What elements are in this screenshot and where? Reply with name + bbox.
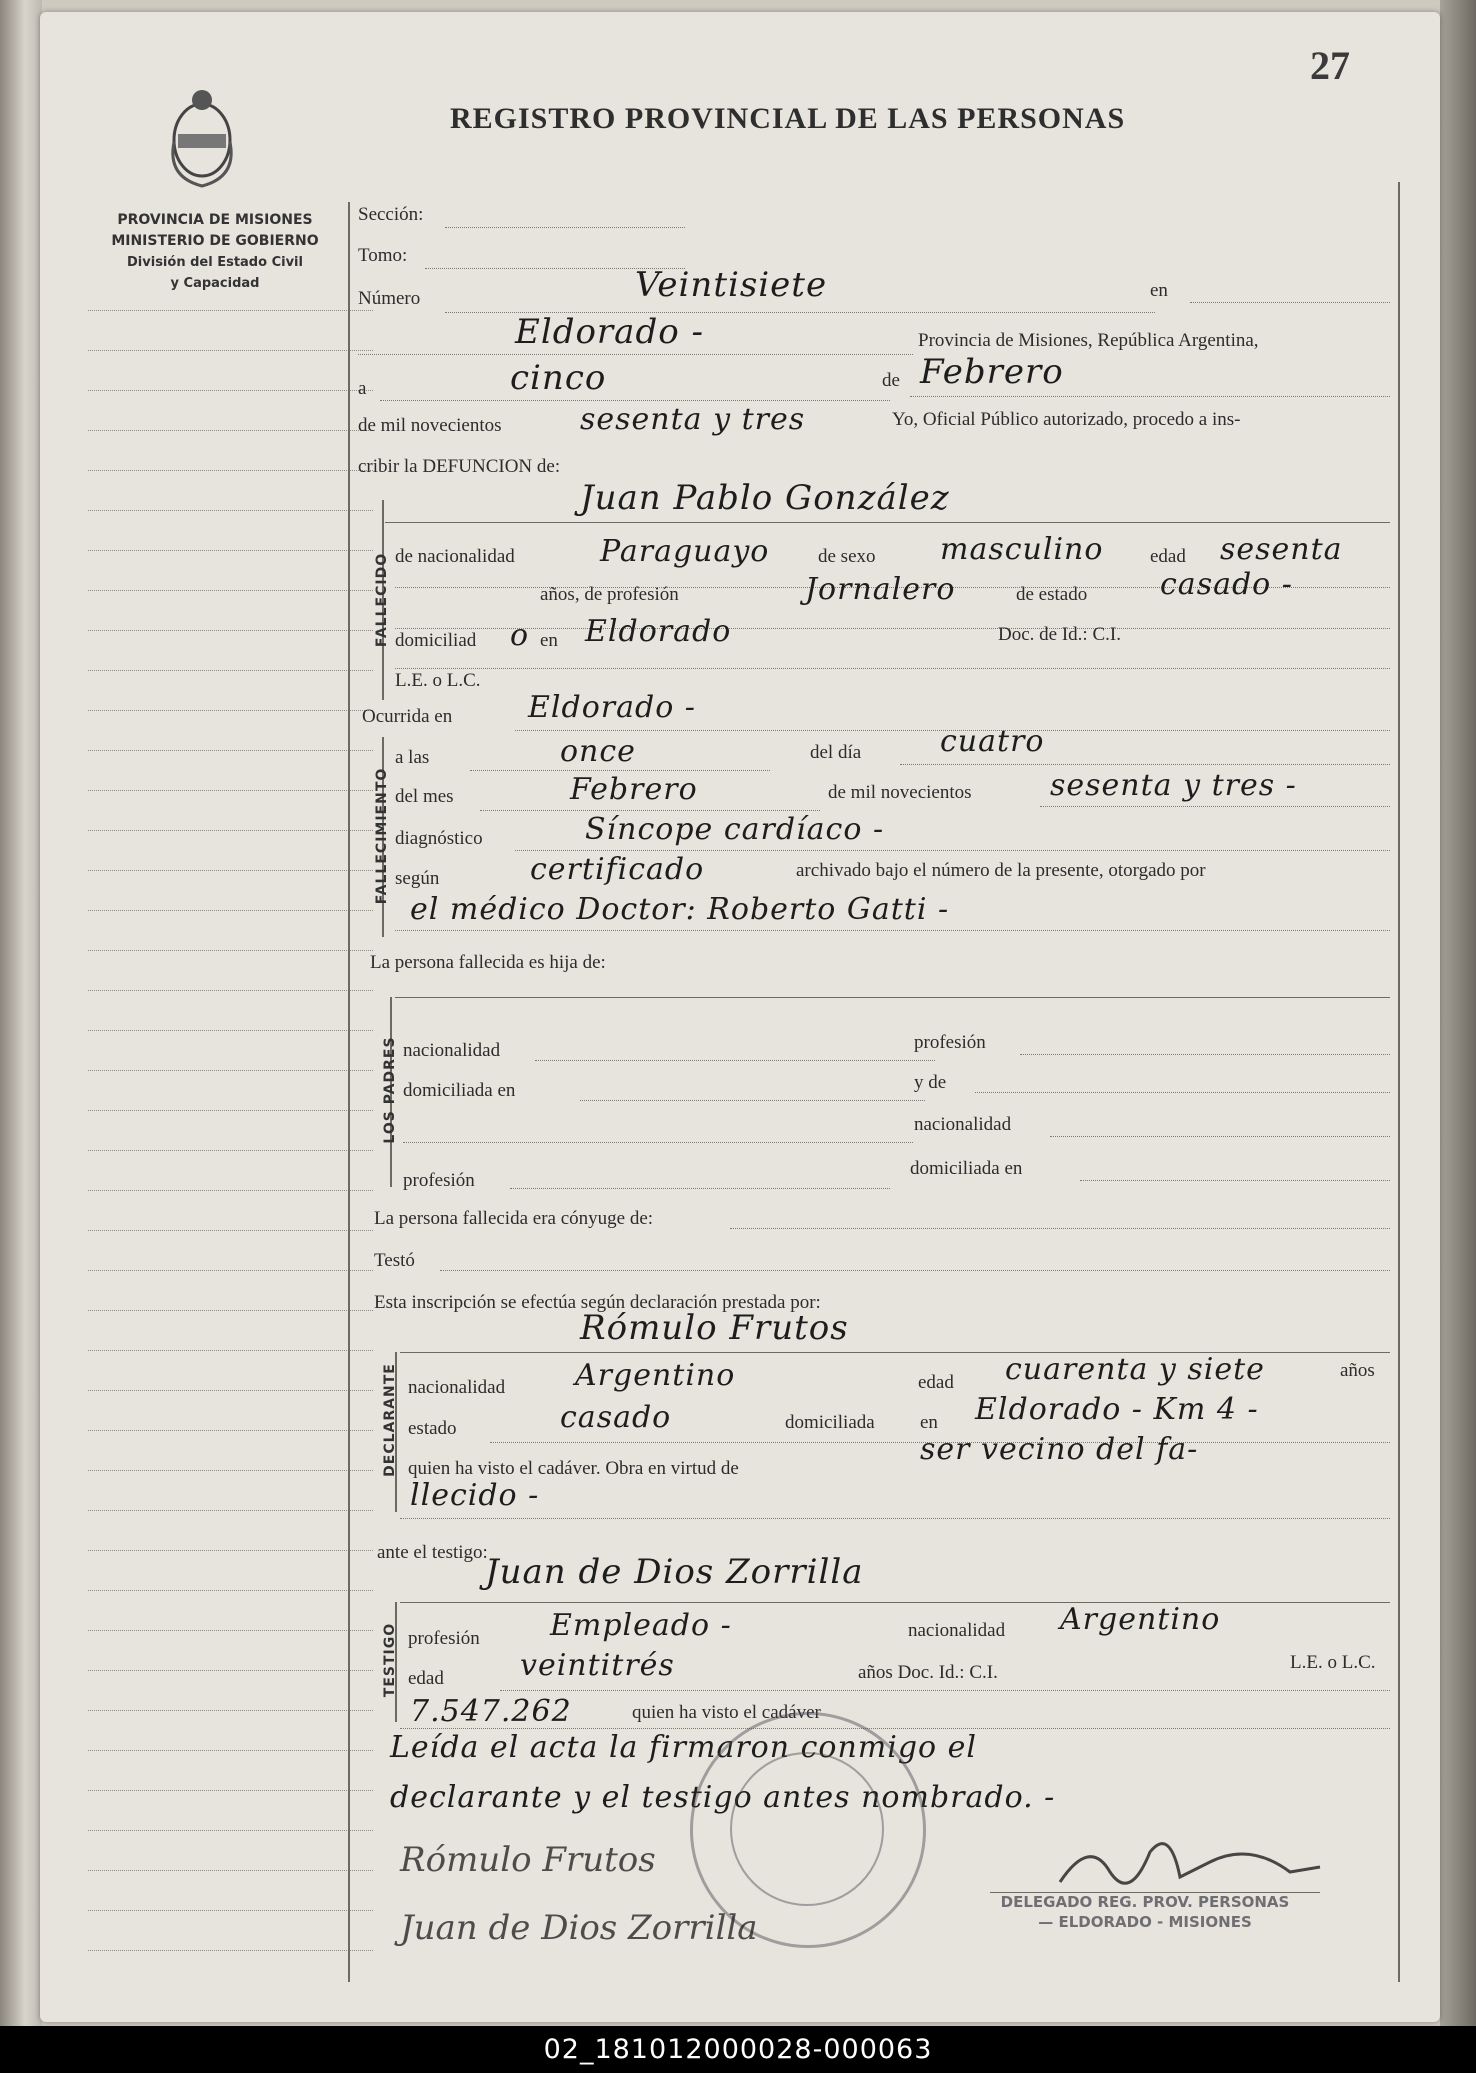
book-right-edge bbox=[1440, 0, 1476, 2030]
file-identifier: 02_181012000028-000063 bbox=[543, 2034, 933, 2065]
label-domiciliad: domiciliad bbox=[395, 630, 477, 651]
value-decl-nacionalidad: Argentino bbox=[575, 1358, 736, 1393]
label-decl-nacionalidad: nacionalidad bbox=[408, 1377, 506, 1398]
label-archivado: archivado bajo el número de la presente, otorgado por bbox=[796, 860, 1206, 881]
label-tomo: Tomo: bbox=[358, 245, 408, 266]
value-obra-virtud-2: llecido - bbox=[410, 1478, 540, 1513]
value-numero: Veintisiete bbox=[635, 265, 828, 305]
value-test-nacionalidad: Argentino bbox=[1060, 1602, 1221, 1637]
value-segun: certificado bbox=[530, 852, 705, 887]
label-estado: de estado bbox=[1016, 584, 1088, 605]
label-segun: según bbox=[395, 868, 440, 889]
label-del-mes: del mes bbox=[395, 786, 454, 807]
label-nacionalidad: de nacionalidad bbox=[395, 546, 515, 567]
label-padre-profesion: profesión bbox=[914, 1032, 986, 1053]
label-test-le-lc: L.E. o L.C. bbox=[1290, 1652, 1376, 1673]
label-de-mil-nov: de mil novecientos bbox=[828, 782, 972, 803]
value-anio-fallec: sesenta y tres - bbox=[1050, 768, 1297, 803]
label-madre-domiciliada: domiciliada en bbox=[910, 1158, 1023, 1179]
value-diagnostico: Síncope cardíaco - bbox=[585, 812, 885, 847]
label-inscripcion: Esta inscripción se efectúa según declaración prestada por: bbox=[374, 1292, 821, 1313]
value-profesion: Jornalero bbox=[805, 572, 956, 607]
ministry-name: MINISTERIO DE GOBIERNO bbox=[111, 233, 319, 249]
value-hora: once bbox=[560, 734, 636, 769]
value-nombre: Juan Pablo González bbox=[580, 478, 950, 518]
section-testigo: TESTIGO bbox=[382, 1622, 398, 1698]
province-name: PROVINCIA DE MISIONES bbox=[117, 212, 313, 228]
value-mes: Febrero bbox=[920, 352, 1064, 392]
page-title: REGISTRO PROVINCIAL DE LAS PERSONAS bbox=[450, 102, 1126, 135]
label-testo: Testó bbox=[374, 1250, 415, 1271]
label-anos-doc: años Doc. Id.: C.I. bbox=[858, 1662, 998, 1683]
label-decl-anos: años bbox=[1340, 1360, 1375, 1381]
label-cribir: cribir la DEFUNCION de: bbox=[358, 456, 561, 477]
label-madre-profesion: profesión bbox=[403, 1170, 475, 1191]
label-de-mil: de mil novecientos bbox=[358, 415, 502, 436]
section-fallecimiento: FALLECIMIENTO bbox=[374, 767, 390, 905]
page-number: 27 bbox=[1310, 43, 1350, 88]
value-mes-fallec: Febrero bbox=[570, 772, 698, 807]
division-subname: y Capacidad bbox=[170, 276, 260, 291]
section-declarante: DECLARANTE bbox=[382, 1363, 398, 1477]
value-nacionalidad: Paraguayo bbox=[600, 534, 770, 569]
value-estado: casado - bbox=[1160, 567, 1293, 602]
coat-of-arms-icon bbox=[162, 82, 242, 192]
label-decl-domiciliada: domiciliada bbox=[785, 1412, 875, 1433]
label-le-lc: L.E. o L.C. bbox=[395, 670, 481, 691]
value-cierre-2: declarante y el testigo antes nombrado. - bbox=[390, 1780, 1056, 1815]
issuing-authority bbox=[80, 210, 350, 294]
value-dia: cinco bbox=[510, 358, 607, 398]
label-ante-testigo: ante el testigo: bbox=[377, 1542, 488, 1563]
label-quien-visto: quien ha visto el cadáver. Obra en virtud de bbox=[408, 1458, 739, 1479]
value-test-edad: veintitrés bbox=[520, 1648, 675, 1683]
label-decl-en: en bbox=[920, 1412, 938, 1433]
stamp-text: DELEGADO REG. PROV. PERSONAS — ELDORADO - MISIONES bbox=[1000, 1893, 1290, 1931]
label-seccion: Sección: bbox=[358, 204, 424, 225]
label-numero: Número bbox=[358, 288, 421, 309]
value-test-profesion: Empleado - bbox=[550, 1608, 732, 1643]
value-medico: el médico Doctor: Roberto Gatti - bbox=[410, 892, 950, 927]
label-doc-id: Doc. de Id.: C.I. bbox=[998, 624, 1121, 645]
label-de: de bbox=[882, 370, 900, 391]
signature-declarante: Rómulo Frutos bbox=[400, 1840, 656, 1880]
signature-testigo: Juan de Dios Zorrilla bbox=[400, 1908, 758, 1948]
value-edad: sesenta bbox=[1220, 532, 1343, 567]
label-conyuge: La persona fallecida era cónyuge de: bbox=[374, 1208, 654, 1229]
death-certificate-page bbox=[40, 12, 1440, 2022]
value-testigo: Juan de Dios Zorrilla bbox=[485, 1552, 864, 1592]
label-provincia: Provincia de Misiones, República Argentina, bbox=[918, 330, 1259, 351]
official-seal-inner bbox=[730, 1752, 884, 1906]
label-anos-profesion: años, de profesión bbox=[540, 584, 679, 605]
section-los-padres: LOS PADRES bbox=[382, 1036, 398, 1144]
value-domiciliad-suffix: o bbox=[510, 618, 530, 653]
label-test-nacionalidad: nacionalidad bbox=[908, 1620, 1006, 1641]
value-dia-fallec: cuatro bbox=[940, 724, 1045, 759]
label-edad: edad bbox=[1150, 546, 1186, 567]
value-decl-domicilio: Eldorado - Km 4 - bbox=[975, 1392, 1259, 1427]
value-declarante: Rómulo Frutos bbox=[580, 1308, 849, 1348]
label-diagnostico: diagnóstico bbox=[395, 828, 483, 849]
value-sexo: masculino bbox=[940, 532, 1104, 567]
label-hija-de: La persona fallecida es hija de: bbox=[370, 952, 606, 973]
label-oficial: Yo, Oficial Público autorizado, procedo a ins- bbox=[892, 409, 1241, 430]
form-left-border bbox=[348, 202, 350, 1982]
label-madre-nacionalidad: nacionalidad bbox=[914, 1114, 1012, 1135]
footer-bar bbox=[0, 2026, 1476, 2073]
label-quien-visto-cadaver: quien ha visto el cadáver bbox=[632, 1702, 821, 1723]
label-padre-domiciliada: domiciliada en bbox=[403, 1080, 516, 1101]
book-left-edge bbox=[0, 0, 42, 2030]
value-obra-virtud: ser vecino del fa- bbox=[920, 1432, 1199, 1467]
label-en: en bbox=[1150, 280, 1168, 301]
label-a: a bbox=[358, 378, 367, 399]
value-test-doc: 7.547.262 bbox=[410, 1694, 572, 1729]
label-domicilio-en: en bbox=[540, 630, 558, 651]
value-cierre-1: Leída el acta la firmaron conmigo el bbox=[390, 1730, 977, 1765]
label-y-de: y de bbox=[914, 1072, 947, 1093]
label-ocurrida-en: Ocurrida en bbox=[362, 706, 453, 727]
section-fallecido: FALLECIDO bbox=[374, 552, 390, 648]
label-del-dia: del día bbox=[810, 742, 862, 763]
label-decl-edad: edad bbox=[918, 1372, 954, 1393]
label-decl-estado: estado bbox=[408, 1418, 457, 1439]
value-ocurrida: Eldorado - bbox=[528, 690, 696, 725]
label-a-las: a las bbox=[395, 747, 430, 768]
label-sexo: de sexo bbox=[818, 546, 876, 567]
division-name: División del Estado Civil bbox=[127, 255, 303, 270]
label-test-profesion: profesión bbox=[408, 1628, 480, 1649]
label-padre-nacionalidad: nacionalidad bbox=[403, 1040, 501, 1061]
value-lugar: Eldorado - bbox=[515, 312, 704, 352]
value-anio: sesenta y tres bbox=[580, 402, 806, 437]
value-domicilio: Eldorado bbox=[585, 614, 732, 649]
value-decl-edad: cuarenta y siete bbox=[1005, 1352, 1265, 1387]
label-test-edad: edad bbox=[408, 1668, 444, 1689]
form-right-border bbox=[1398, 182, 1400, 1982]
value-decl-estado: casado bbox=[560, 1400, 672, 1435]
